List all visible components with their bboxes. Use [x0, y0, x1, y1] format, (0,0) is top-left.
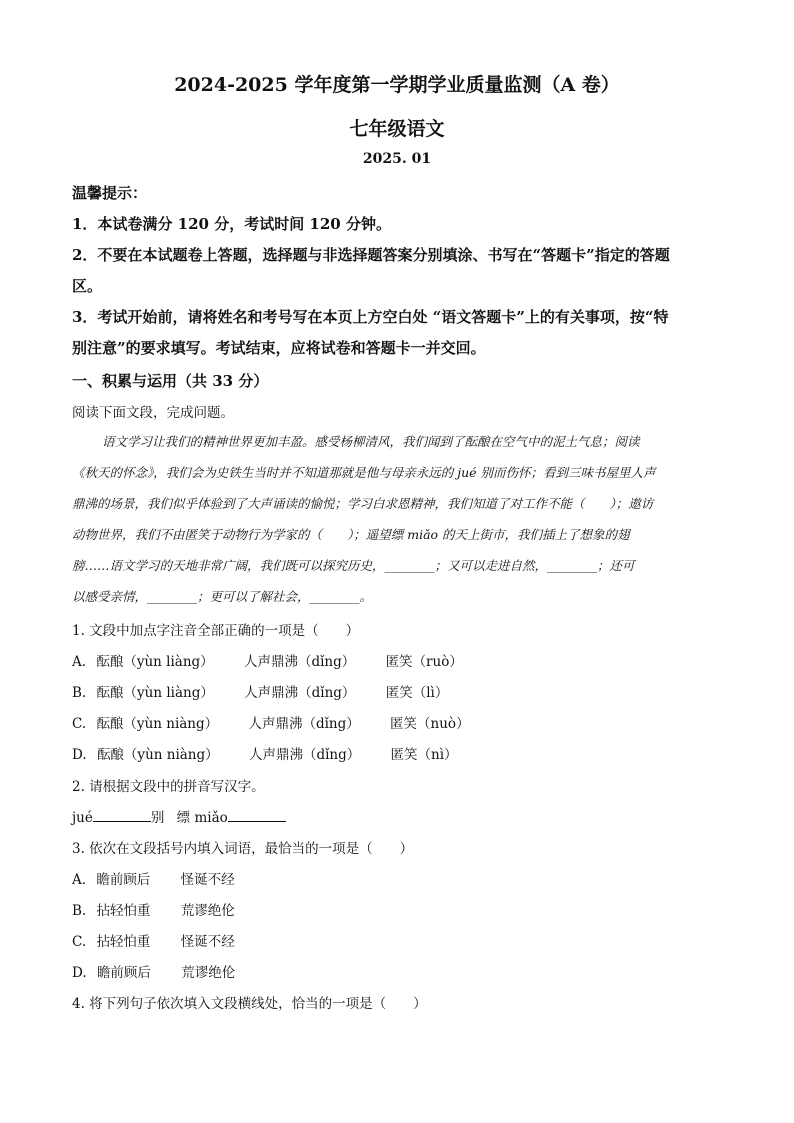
- tips-item: 3．考试开始前，请将姓名和考号写在本页上方空白处 “语文答题卡”上的有关事项，按“特: [72, 308, 669, 326]
- q1-option-a[interactable]: [72, 650, 463, 670]
- option-label: A.: [72, 872, 87, 888]
- tips-item: 2．不要在本试题卷上答题，选择题与非选择题答案分别填涂、书写在“答题卡”指定的答题: [72, 246, 670, 264]
- option-label: D.: [72, 965, 87, 981]
- section-heading: 一、积累与运用（共 33 分）: [72, 372, 269, 390]
- option-text: 荒谬绝伦: [180, 903, 235, 919]
- answer-blank[interactable]: [228, 807, 286, 822]
- option-text: 匿笑（ruò）: [385, 654, 463, 670]
- q3-option-c[interactable]: [72, 930, 235, 950]
- question-3-stem: 3. 依次在文段括号内填入词语，最恰当的一项是（ ）: [72, 841, 414, 857]
- q1-option-b[interactable]: [72, 681, 448, 701]
- option-text: 人声鼎沸（dǐng）: [248, 747, 361, 763]
- option-text: 人声鼎沸（dǐng）: [248, 716, 360, 732]
- option-text: 拈轻怕重: [96, 903, 151, 919]
- q3-option-d[interactable]: [72, 961, 235, 981]
- option-text: 匿笑（lì）: [385, 685, 449, 701]
- option-text: 怪诞不经: [180, 934, 235, 950]
- q1-option-d[interactable]: [72, 743, 458, 763]
- option-text: 酝酿（yùn niàng）: [96, 747, 219, 763]
- option-label: B.: [72, 685, 87, 701]
- question-2-answers: [72, 806, 286, 826]
- option-text: 人声鼎沸（dǐng）: [244, 685, 356, 701]
- option-text: 匿笑（nuò）: [390, 716, 470, 732]
- passage-line: 膀……语文学习的天地非常广阔，我们既可以探究历史，________；又可以走进自然，________；还可: [72, 558, 635, 573]
- passage-line: 鼎沸的场景，我们似乎体验到了大声诵读的愉悦；学习白求恩精神，我们知道了对工作不能（ ）；遨访: [72, 496, 654, 511]
- option-text: 酝酿（yùn niàng）: [96, 716, 219, 732]
- passage-line: 《秋天的怀念》，我们会为史铁生当时并不知道那就是他与母亲永远的 jué 别而伤怀；看到三味书屋里人声: [72, 465, 656, 480]
- option-text: 酝酿（yùn liàng）: [96, 685, 214, 701]
- section-instruction: 阅读下面文段，完成问题。: [72, 405, 234, 421]
- question-4-stem: 4. 将下列句子依次填入文段横线处，恰当的一项是（ ）: [72, 996, 427, 1012]
- option-label: D.: [72, 747, 87, 763]
- tips-item: 别注意”的要求填写。考试结束，应将试卷和答题卡一并交回。: [72, 339, 486, 357]
- exam-title: 2024-2025 学年度第一学期学业质量监测（A 卷）: [174, 74, 620, 96]
- q3-option-a[interactable]: [72, 868, 235, 888]
- option-text: 瞻前顾后: [96, 872, 151, 888]
- answer-blank[interactable]: [93, 807, 151, 822]
- option-label: B.: [72, 903, 87, 919]
- option-label: C.: [72, 934, 87, 950]
- tips-item: 区。: [72, 277, 103, 295]
- exam-subtitle: 七年级语文: [349, 118, 445, 140]
- pinyin-prefix: 缥 miǎo: [176, 810, 228, 826]
- option-text: 匿笑（nì）: [390, 747, 458, 763]
- question-2-stem: 2. 请根据文段中的拼音写汉字。: [72, 779, 265, 795]
- q1-option-c[interactable]: [72, 712, 470, 732]
- question-1-stem: 1. 文段中加点字注音全部正确的一项是（ ）: [72, 623, 360, 639]
- passage-line: 以感受亲情，________；更可以了解社会，________。: [72, 589, 373, 604]
- pinyin-prefix: jué: [72, 810, 93, 826]
- option-text: 酝酿（yùn liàng）: [96, 654, 214, 670]
- option-text: 荒谬绝伦: [181, 965, 236, 981]
- tips-item: 1．本试卷满分 120 分，考试时间 120 分钟。: [72, 215, 391, 233]
- tips-heading: 温馨提示：: [72, 184, 148, 202]
- pinyin-suffix: 别: [150, 810, 165, 826]
- option-label: C.: [72, 716, 87, 732]
- option-text: 怪诞不经: [180, 872, 235, 888]
- q3-option-b[interactable]: [72, 899, 235, 919]
- passage-line: 语文学习让我们的精神世界更加丰盈。感受杨柳清风，我们闻到了酝酿在空气中的泥土气息；阅读: [102, 434, 640, 449]
- option-text: 瞻前顾后: [96, 965, 151, 981]
- passage-line: 动物世界，我们不由匿笑于动物行为学家的（ ）；遥望缥 miǎo 的天上街市，我们插上了想象的翅: [72, 527, 630, 542]
- option-text: 拈轻怕重: [96, 934, 151, 950]
- exam-date: 2025. 01: [362, 151, 432, 167]
- option-label: A.: [72, 654, 87, 670]
- option-text: 人声鼎沸（dǐng）: [243, 654, 356, 670]
